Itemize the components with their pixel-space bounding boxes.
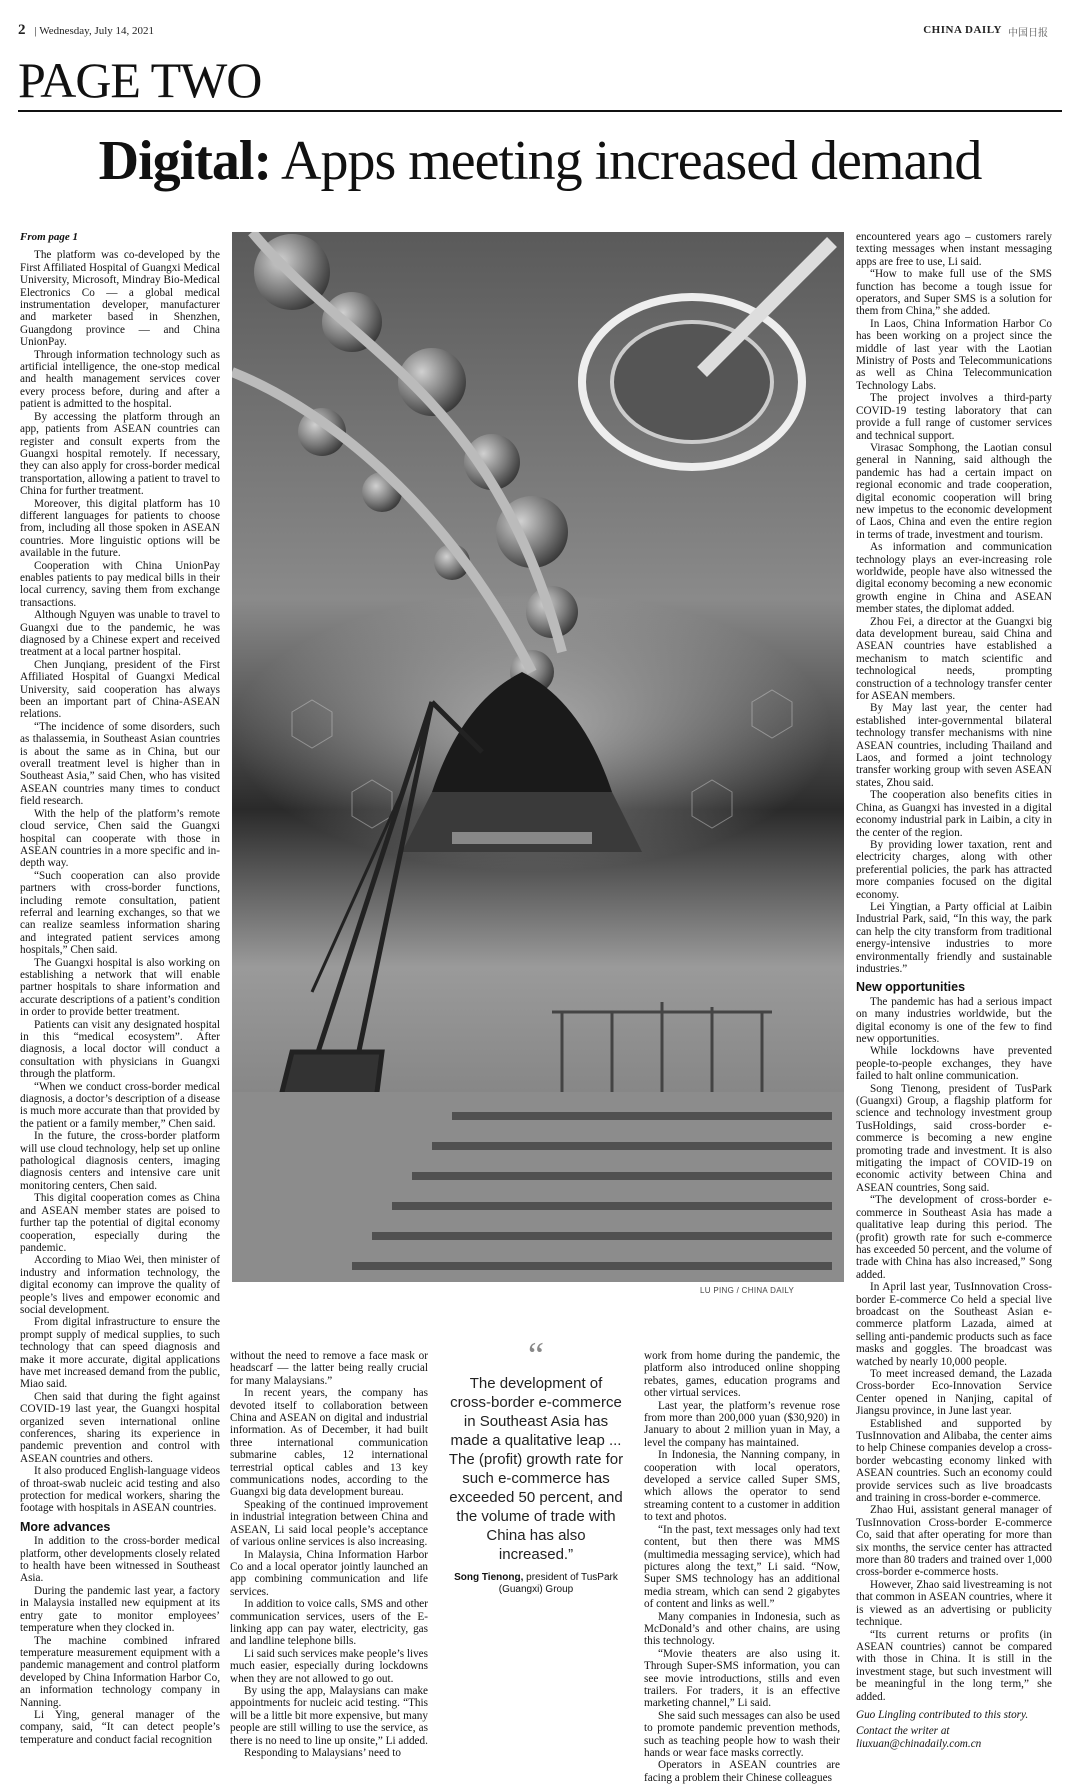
paragraph: Speaking of the continued improvement in industrial integration between China and ASEAN, Li said local people’s acceptance of various online services is also increasing. bbox=[230, 1498, 428, 1549]
pull-quote bbox=[448, 1335, 624, 1596]
article-column-4 bbox=[644, 1350, 840, 1784]
article-column-5 bbox=[856, 231, 1052, 1750]
paragraph: “How to make full use of the SMS function has become a tough issue for operators, and Super SMS is a solution for them from China,” she added. bbox=[856, 268, 1052, 318]
paragraph: As information and communication technology plays an ever-increasing role worldwide, people have also witnessed the digital economy becoming a new economic growth engine in China and ASEAN member states, the diplomat added. bbox=[856, 541, 1052, 616]
paragraph: “The incidence of some disorders, such as thalassemia, in Southeast Asian countries is about the same as in China, but our overall treatment level is higher than in Southeast Asia,” said Chen, who has visited ASEAN countries many times to conduct field research. bbox=[20, 720, 220, 808]
paragraph: In recent years, the company has devoted itself to collaboration between China and ASEAN on digital and industrial information. As of December, it had built three international communication submarine cables, 12 international terrestrial optical cables and 13 key communications nodes, according to the Guangxi big data development bureau. bbox=[230, 1387, 428, 1499]
paragraph: The machine combined infrared temperature measurement equipment with a pandemic management and control platform developed by China Information Harbor Co, an information technology company in Nanning. bbox=[20, 1634, 220, 1709]
paragraph: However, Zhao said livestreaming is not that common in ASEAN countries, where it is viewed as an advertising or publicity technique. bbox=[856, 1578, 1052, 1629]
folio-bar bbox=[18, 22, 1062, 46]
paragraph: It also produced English-language videos of throat-swab nucleic acid testing and also protection for medical workers, sharing the footage with hospitals in ASEAN countries. bbox=[20, 1465, 220, 1515]
paragraph: By accessing the platform through an app, patients from ASEAN countries can register and consult experts from the Guangxi hospital remotely. If necessary, they can also apply for cross-border medical transportation, allowing a patient to travel to China for further treatment. bbox=[20, 410, 220, 498]
paragraph: Although Nguyen was unable to travel to Guangxi due to the pandemic, he was diagnosed by a Chinese expert and received treatment at a local partner hospital. bbox=[20, 609, 220, 659]
paragraph: The project involves a third-party COVID-19 testing laboratory that can provide a full range of customer services and technical support. bbox=[856, 392, 1052, 442]
pull-quote-text: The development of cross-border e-commerce in Southeast Asia has made a qualitative leap ... The (profit) growth rate for such e-commerce has exceeded 50 percent, and the volume of trade with China has also increased.” bbox=[448, 1375, 624, 1563]
subheading-more-advances: More advances bbox=[20, 1519, 111, 1534]
paragraph: This digital cooperation comes as China and ASEAN member states are poised to further tap the potential of digital economy cooperation, especially during the pandemic. bbox=[20, 1192, 220, 1254]
paragraph: encountered years ago – customers rarely texting messages when instant messaging apps are free to use, Li said. bbox=[856, 231, 1052, 268]
paragraph: She said such messages can also be used to promote pandemic prevention methods, such as teaching people how to wash their hands or wear face masks correctly. bbox=[644, 1709, 840, 1759]
paragraph: From digital infrastructure to ensure the prompt supply of medical supplies, to such technology that can speed diagnosis and make it more accurate, digital applications have met increased demand from the public, Miao said. bbox=[20, 1316, 220, 1391]
paragraph: “Its current returns or profits (in ASEAN countries) cannot be compared with those in China. It is still in the investment stage, but such investment will be meaningful in the long term,” she added. bbox=[856, 1628, 1052, 1703]
paragraph: Responding to Malaysians’ need to bbox=[244, 1747, 402, 1759]
paragraph: In April last year, TusInnovation Cross-border E-commerce Co held a special live broadcast on the Southeast Asian e-commerce platform Lazada, aimed at selling anti-pandemic products such as face masks and goggles. The broadcast was watched by nearly 10,000 people. bbox=[856, 1281, 1052, 1368]
paragraph: Cooperation with China UnionPay enables patients to pay medical bills in their local currency, saving them from exchange transactions. bbox=[20, 559, 220, 609]
subheading-new-opportunities: New opportunities bbox=[856, 980, 966, 995]
paragraph: The platform was co-developed by the First Affiliated Hospital of Guangxi Medical University, Microsoft, Mindray Bio-Medical Electronics Co — a global medical instrumentation developer, manufacturer and marketer based in Shenzhen, Guangdong province — and China UnionPay. bbox=[20, 249, 220, 349]
paragraph: Chen said that during the fight against COVID-19 last year, the Guangxi hospital organized seven international online conferences, sharing its experience in pandemic prevention and control with ASEAN countries and others. bbox=[20, 1390, 220, 1465]
contact-label: Contact the writer at bbox=[856, 1725, 950, 1738]
paragraph: The cooperation also benefits cities in China, as Guangxi has invested in a digital economy industrial park in Laibin, a city in the center of the region. bbox=[856, 789, 1052, 839]
photo-credit: LU PING / CHINA DAILY bbox=[700, 1286, 795, 1295]
paper-name: CHINA DAILY bbox=[923, 24, 1002, 36]
paragraph: Patients can visit any designated hospital in this “medical ecosystem”. After diagnosis, a local doctor will conduct a consultation with physicians in Guangxi through the platform. bbox=[20, 1018, 220, 1081]
paper-name-cn: 中国日报 bbox=[1008, 28, 1048, 39]
paragraph: To meet increased demand, the Lazada Cross-border Eco-Innovation Service Center opened in Nanjing, capital of Jiangsu province, in June last year. bbox=[856, 1367, 1052, 1418]
paragraph: According to Miao Wei, then minister of industry and information technology, the digital economy can improve the quality of people’s lives and empower economic and social development. bbox=[20, 1254, 220, 1316]
paragraph: work from home during the pandemic, the platform also introduced online shopping rebates, games, education programs and other virtual services. bbox=[644, 1350, 840, 1400]
paragraph: While lockdowns have prevented people-to-people exchanges, they have failed to halt online communication. bbox=[856, 1045, 1052, 1083]
headline-rest: Apps meeting increased demand bbox=[271, 130, 982, 192]
paragraph: Zhao Hui, assistant general manager of TusInnovation Cross-border E-commerce Co, said that after operating for more than six months, the service center has attracted more than 80 traders and trained over 1,000 cross-border e-commerce hosts. bbox=[856, 1504, 1052, 1579]
paragraph: The pandemic has had a serious impact on many industries worldwide, but the digital economy is one of the few to find new opportunities. bbox=[856, 995, 1052, 1045]
paragraph: Lei Yingtian, a Party official at Laibin Industrial Park, said, “In this way, the park can help the city transform from traditional energy-intensive industries to more environmentally friendly and sustainable industries.” bbox=[856, 900, 1052, 975]
paragraph: Zhou Fei, a director at the Guangxi big data development bureau, said China and ASEAN countries have established a mechanism to match scientific and technological needs, prompting construction of a technology transfer center for ASEAN members. bbox=[856, 615, 1052, 703]
quote-mark-icon: “ bbox=[528, 1335, 544, 1375]
section-title: PAGE TWO bbox=[18, 52, 262, 108]
paragraph: Song Tienong, president of TusPark (Guangxi) Group, a flagship platform for science and technology investment group TusHoldings, said cross-border e-commerce is becoming a new engine promoting trade and investment. It is also mitigating the impact of COVID-19 on economic activity between China and ASEAN countries, Song said. bbox=[856, 1082, 1052, 1194]
paragraph: With the help of the platform’s remote cloud service, Chen said the Guangxi hospital can cooperate with those in ASEAN countries in a more specific and in-depth way. bbox=[20, 807, 220, 870]
paragraph: Through information technology such as artificial intelligence, the one-stop medical and health management services cover every process before, during and after a patient is admitted to the hospital. bbox=[20, 348, 220, 411]
photo-illustration bbox=[232, 232, 844, 1282]
paragraph: Moreover, this digital platform has 10 different languages for patients to choose from, including all those spoken in ASEAN countries. More linguistic options will be available in the future. bbox=[20, 497, 220, 560]
paragraph: Last year, the platform’s revenue rose from more than 200,000 yuan ($30,920) in January to about 2 million yuan in May, a level the company has maintained. bbox=[644, 1399, 840, 1449]
paragraph: By May last year, the center had established inter-governmental bilateral technology transfer mechanisms with nine ASEAN countries, including Thailand and Laos, and formed a joint technology transfer working group with seven ASEAN states, Zhou said. bbox=[856, 702, 1052, 789]
paragraph: without the need to remove a face mask or headscarf — the latter being really crucial for many Malaysians.” bbox=[230, 1350, 428, 1387]
paragraph: “When we conduct cross-border medical diagnosis, a doctor’s description of a disease is much more accurate than that provided by the patient or a family member,” Chen said. bbox=[20, 1080, 220, 1130]
pull-quote-title: president of TusPark (Guangxi) Group bbox=[498, 1572, 618, 1595]
paragraph: In addition to the cross-border medical platform, other developments closely related to health have been witnessed in Southeast Asia. bbox=[20, 1535, 220, 1585]
paragraph: “In the past, text messages only had text content, but then there was MMS (multimedia messaging service), which had pictures along the text,” Li said. “Now, Super SMS technology has an additional media stream, which can send 2 gigabytes of content and links as well.” bbox=[644, 1523, 840, 1611]
section-rule bbox=[18, 110, 1062, 112]
article-column-1 bbox=[20, 231, 220, 1746]
paragraph: “The development of cross-border e-commerce in Southeast Asia has made a qualitative leap during this period. The (profit) growth rate for such e-commerce has exceeded 50 percent, and the volume of trade with China has also increased,” Song added. bbox=[856, 1194, 1052, 1281]
paragraph: In Malaysia, China Information Harbor Co and a local operator jointly launched an app combining communication and life services. bbox=[230, 1548, 428, 1598]
contact-email[interactable]: liuxuan@chinadaily.com.cn bbox=[856, 1737, 982, 1750]
paragraph: By providing lower taxation, rent and electricity charges, along with other preferential policies, the park has attracted more companies focused on the digital economy. bbox=[856, 838, 1052, 901]
paragraph: In addition to voice calls, SMS and other communication services, users of the E-linking app can pay water, electricity, gas and landline telephone bills. bbox=[230, 1598, 428, 1648]
contributor-credit: Guo Lingling contributed to this story. bbox=[856, 1708, 1029, 1721]
paragraph: Virasac Somphong, the Laotian consul general in Nanning, said although the pandemic has had a certain impact on regional economic and trade cooperation, digital economic cooperation will bring new impetus to the economic development of Laos, China and even the entire region in terms of trade, investment and tourism. bbox=[856, 441, 1052, 541]
container-yard bbox=[232, 1092, 844, 1282]
paragraph: By using the app, Malaysians can make appointments for nucleic acid testing. “This will be a little bit more expensive, but many people are still willing to use the service, as there is no need to line up onsite,” Li added. bbox=[230, 1684, 428, 1747]
paragraph: During the pandemic last year, a factory in Malaysia installed new equipment at its entry gate to monitor employees’ temperature when they clocked in. bbox=[20, 1584, 220, 1635]
article-column-2 bbox=[230, 1350, 428, 1759]
page-number: 2 bbox=[18, 22, 26, 38]
pull-quote-attribution bbox=[448, 1572, 624, 1596]
paragraph: In the future, the cross-border platform will use cloud technology, help set up online pathological diagnosis centers, imaging diagnosis centers and intensive care unit monitoring centers, Chen said. bbox=[20, 1130, 220, 1192]
paragraph: “Such cooperation can also provide partners with cross-border functions, including remote consultation, patient referral and learning exchanges, so that we can realize seamless information sharing and integrated patient services among hospitals,” Chen said. bbox=[20, 869, 220, 957]
paragraph: Many companies in Indonesia, such as McDonald’s and other chains, are using this technology. bbox=[644, 1610, 840, 1648]
issue-date: | Wednesday, July 14, 2021 bbox=[34, 25, 155, 37]
headline bbox=[0, 120, 1080, 202]
paragraph: Established and supported by TusInnovation and Alibaba, the center aims to help Chinese companies develop a cross-border webcasting economy linked with ASEAN countries. Such an economy could provide services such as live broadcasts and training in cross-border e-commerce. bbox=[856, 1417, 1052, 1505]
paragraph: Chen Junqiang, president of the First Affiliated Hospital of Guangxi Medical University, said cooperation has always been an important part of China-ASEAN relations. bbox=[20, 658, 220, 721]
paragraph: In Indonesia, the Nanning company, in cooperation with local operators, developed a service called Super SMS, which allows the operator to send streaming content to a customer in addition to text and photos. bbox=[644, 1449, 840, 1524]
jump-from: From page 1 bbox=[20, 231, 79, 243]
paragraph: Li said such services make people’s lives much easier, especially during lockdowns when they are not allowed to go out. bbox=[230, 1647, 428, 1685]
headline-lead: Digital: bbox=[98, 130, 272, 192]
paragraph: The Guangxi hospital is also working on establishing a network that will enable partner hospitals to share information and accurate descriptions of a patient’s condition in order to provide better treatment. bbox=[20, 956, 220, 1019]
pull-quote-name: Song Tienong, bbox=[454, 1572, 524, 1583]
paragraph: “Movie theaters are also using it. Through Super-SMS information, you can see movie introductions, stills and even trailers. For traders, it is an effective marketing channel,” Li said. bbox=[644, 1647, 840, 1710]
paragraph: Li Ying, general manager of the company, said, “It can detect people’s temperature and conduct facial recognition bbox=[20, 1708, 220, 1746]
paragraph: Operators in ASEAN countries are facing a problem their Chinese colleagues bbox=[644, 1759, 840, 1784]
photo-collage bbox=[232, 232, 844, 1282]
paragraph: In Laos, China Information Harbor Co has been working on a project since the middle of last year with the Laotian Ministry of Posts and Telecommunications as well as China Telecommunication Technology Labs. bbox=[856, 317, 1052, 392]
